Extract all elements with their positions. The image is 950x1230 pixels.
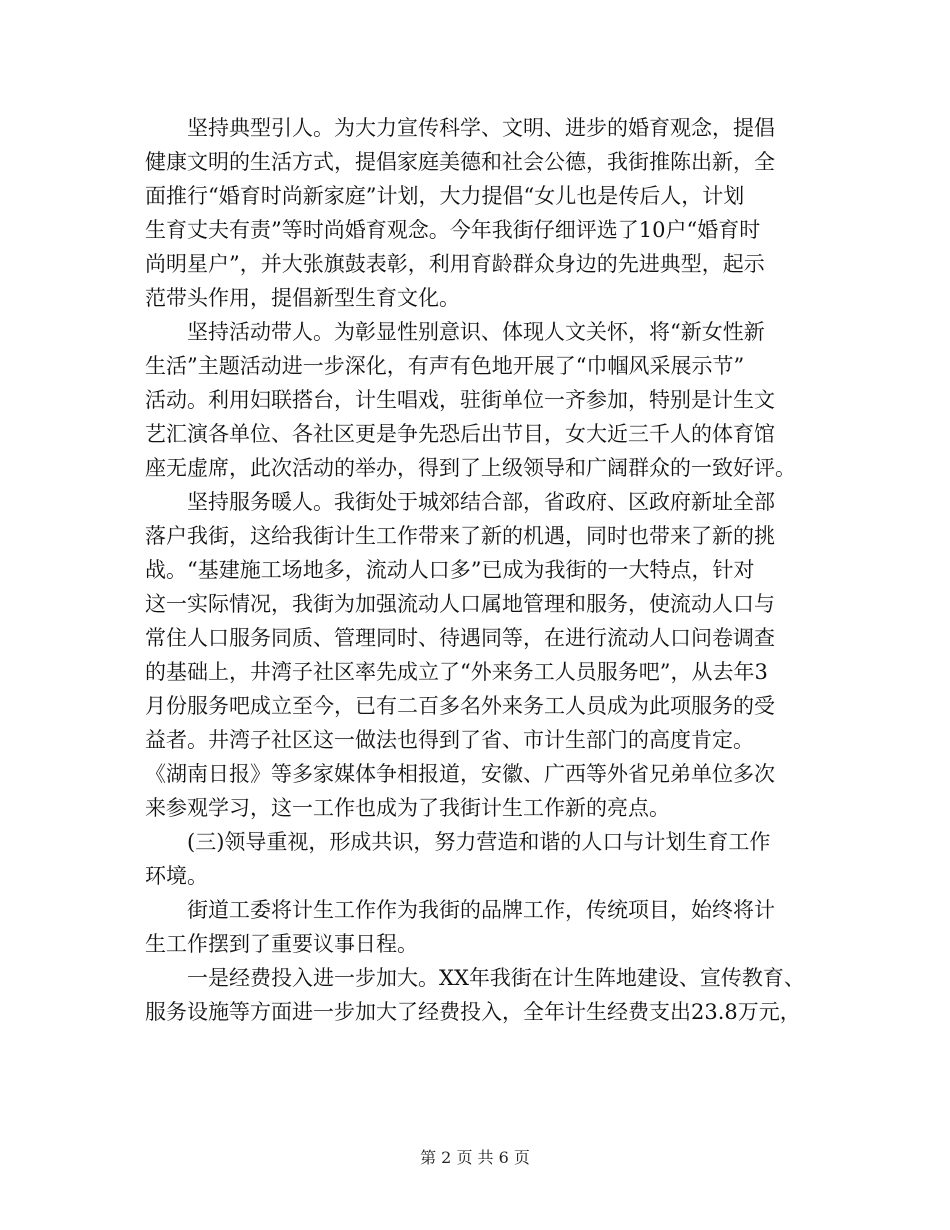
text-line: 活动。利用妇联搭台，计生唱戏，驻街单位一齐参加，特别是计生文 [145,388,775,412]
text-line: 面推行“婚育时尚新家庭”计划，大力提倡“女儿也是传后人，计划 [145,184,745,208]
section-heading: (三)领导重视，形成共识，努力营造和谐的人口与计划生育工作 [187,830,771,854]
text-line: 《湖南日报》等多家媒体争相报道，安徽、广西等外省兄弟单位多次 [145,762,775,786]
text-line: 这一实际情况，我街为加强流动人口属地管理和服务，使流动人口与 [145,592,775,616]
text-line: 街道工委将计生工作作为我街的品牌工作，传统项目，始终将计 [187,898,775,922]
text-line: 坚持活动带人。为彰显性别意识、体现人文关怀，将“新女性新 [187,320,765,344]
section-heading-continuation: 环境。 [145,864,208,888]
text-line: 生活”主题活动进一步深化，有声有色地开展了“巾帼风采展示节” [145,354,745,378]
text-line: 月份服务吧成立至今，已有二百多名外来务工人员成为此项服务的受 [145,694,775,718]
text-line: 坚持典型引人。为大力宣传科学、文明、进步的婚育观念，提倡 [187,116,775,140]
text-line: 艺汇演各单位、各社区更是争先恐后出节目，女大近三千人的体育馆 [145,422,775,446]
text-line: 益者。井湾子社区这一做法也得到了省、市计生部门的高度肯定。 [145,728,754,752]
text-line: 常住人口服务同质、管理同时、待遇同等，在进行流动人口问卷调查 [145,626,775,650]
text-line: 生育丈夫有责”等时尚婚育观念。今年我街仔细评选了10户“婚育时 [145,218,761,242]
text-line: 服务设施等方面进一步加大了经费投入，全年计生经费支出23.8万元， [145,1000,801,1024]
text-line: 坚持服务暖人。我街处于城郊结合部，省政府、区政府新址全部 [187,490,775,514]
text-line: 落户我街，这给我街计生工作带来了新的机遇，同时也带来了新的挑 [145,524,775,548]
text-line: 座无虚席，此次活动的举办，得到了上级领导和广阔群众的一致好评。 [145,456,796,480]
text-line: 尚明星户”，并大张旗鼓表彰，利用育龄群众身边的先进典型，起示 [145,252,765,276]
text-line: 生工作摆到了重要议事日程。 [145,932,418,956]
text-line: 来参观学习，这一工作也成为了我街计生工作新的亮点。 [145,796,670,820]
text-line: 健康文明的生活方式，提倡家庭美德和社会公德，我街推陈出新，全 [145,150,775,174]
text-line: 一是经费投入进一步加大。XX年我街在计生阵地建设、宣传教育、 [187,966,805,990]
text-line: 范带头作用，提倡新型生育文化。 [145,286,460,310]
text-line: 战。“基建施工场地多，流动人口多”已成为我街的一大特点，针对 [145,558,755,582]
text-line: 的基础上，井湾子社区率先成立了“外来务工人员服务吧”，从去年3 [145,660,768,684]
page-number-footer: 第 2 页 共 6 页 [420,1148,530,1167]
